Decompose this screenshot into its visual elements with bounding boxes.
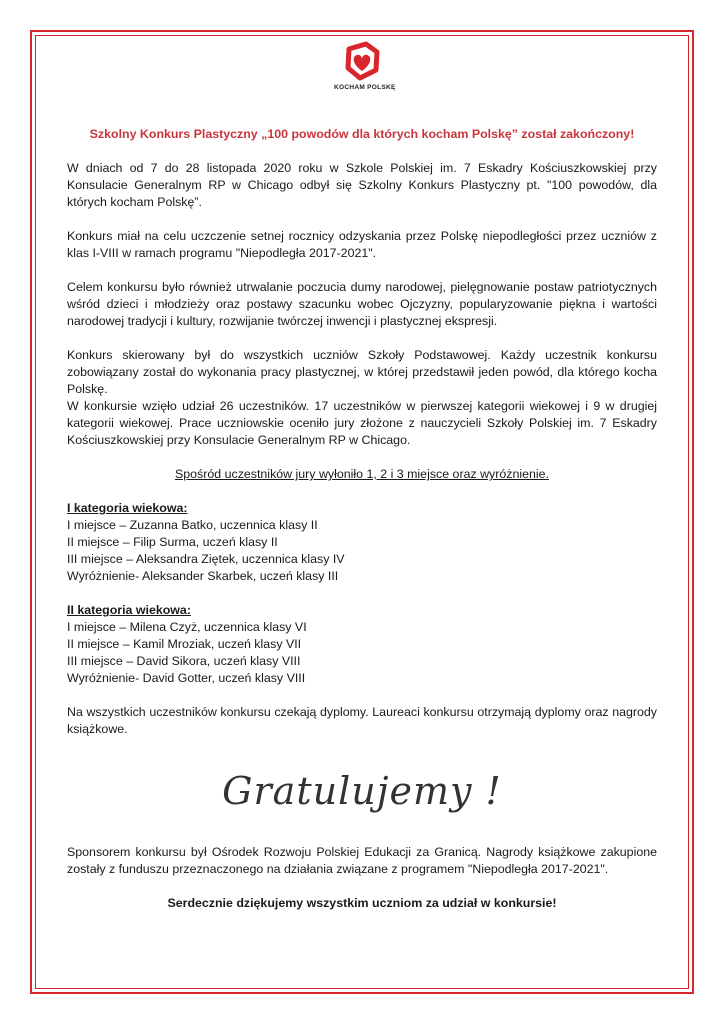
paragraph-aims: Celem konkursu było również utrwalanie poczucia dumy narodowej, pielęgnowanie postaw patriotycznych wśród dzieci i młodzieży oraz postawy szacunku wobec Ojczyzny, popularyzowanie piękna i wartości narodowej tradycji i kultury, rozwijanie twórczej inwencji i plastycznej ekspresji. — [67, 280, 657, 328]
list-item: I miejsce – Milena Czyż, uczennica klasy VI — [67, 620, 307, 634]
logo-text: KOCHAM POLSKĘ — [334, 84, 396, 91]
closing-thanks: Serdecznie dziękujemy wszystkim uczniom za udział w konkursie! — [167, 896, 557, 910]
list-item: Wyróżnienie- David Gotter, uczeń klasy VIII — [67, 671, 306, 685]
category-heading: II kategoria wiekowa: — [67, 603, 191, 617]
list-item: II miejsce – Filip Surma, uczeń klasy II — [67, 535, 278, 549]
heart-logo-icon — [342, 40, 382, 82]
paragraph-audience: Konkurs skierowany był do wszystkich uczniów Szkoły Podstawowej. Każdy uczestnik konkursu zobowiązany został do wykonania pracy plastycznej, w której przedstawił jeden powód, dla którego kocha Polskę. — [67, 348, 657, 396]
logo — [334, 40, 396, 100]
list-item: II miejsce – Kamil Mroziak, uczeń klasy VII — [67, 637, 302, 651]
list-item: III miejsce – Aleksandra Ziętek, uczennica klasy IV — [67, 552, 345, 566]
paragraph-diplomas: Na wszystkich uczestników konkursu czekają dyplomy. Laureaci konkursu otrzymają dyplomy oraz nagrody książkowe. — [67, 705, 657, 736]
paragraph-dates: W dniach od 7 do 28 listopada 2020 roku w Szkole Polskiej im. 7 Eskadry Kościuszkowskiej przy Konsulacie Generalnym RP w Chicago odbył się Szkolny Konkurs Plastyczny pt. "100 powodów, dla których kocham Polskę”. — [67, 161, 657, 209]
list-item: III miejsce – David Sikora, uczeń klasy VIII — [67, 654, 301, 668]
paragraph-goal: Konkurs miał na celu uczczenie setnej rocznicy odzyskania przez Polskę niepodległości przez uczniów z klas I-VIII w ramach programu "Niepodległa 2017-2021". — [67, 229, 657, 260]
paragraph-participants: W konkursie wzięło udział 26 uczestników. 17 uczestników w pierwszej kategorii wiekowej i 9 w drugiej kategorii wiekowej. Prace uczniowskie oceniło jury złożone z nauczycieli Szkoły Polskiej im. 7 Eskadry Kościuszkowskiej przy Konsulacie Generalnym RP w Chicago. — [67, 399, 657, 447]
list-item: I miejsce – Zuzanna Batko, uczennica klasy II — [67, 518, 318, 532]
document-title: Szkolny Konkurs Plastyczny „100 powodów dla których kocham Polskę” został zakończony! — [89, 127, 635, 141]
category-2 — [67, 602, 657, 687]
gratulations-script: Gratulujemy ! — [222, 769, 502, 813]
category-1 — [67, 500, 657, 585]
paragraph-sponsor: Sponsorem konkursu był Ośrodek Rozwoju Polskiej Edukacji za Granicą. Nagrody książkowe zakupione zostały z funduszu przeznaczonego na działania związane z programem "Niepodległa 2017-2021". — [67, 845, 657, 876]
category-heading: I kategoria wiekowa: — [67, 501, 188, 515]
jury-statement: Spośród uczestników jury wyłoniło 1, 2 i 3 miejsce oraz wyróżnienie. — [175, 467, 549, 481]
list-item: Wyróżnienie- Aleksander Skarbek, uczeń klasy III — [67, 569, 339, 583]
document-body — [67, 126, 657, 912]
